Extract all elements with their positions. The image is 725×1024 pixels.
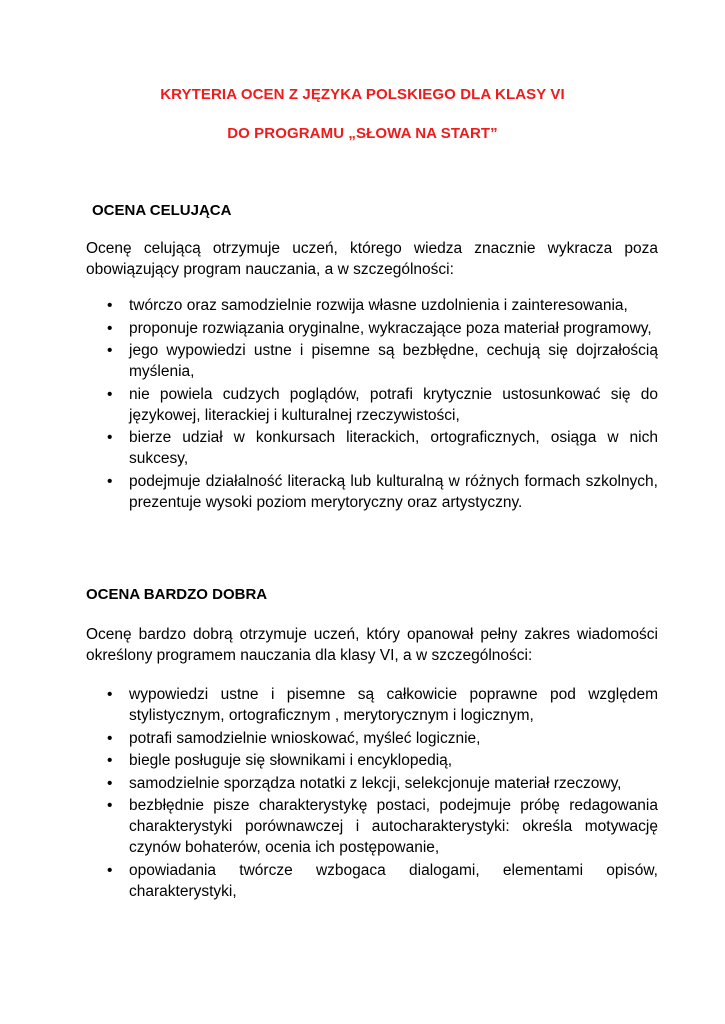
bullet-icon: • (107, 861, 113, 879)
list-item (86, 340, 658, 382)
list-item (86, 471, 658, 513)
bullet-icon: • (107, 797, 113, 814)
list-item (86, 684, 658, 726)
list-item-text: bierze udział w konkursach literackich, ortograficznych, osiąga w nich sukcesy, (129, 429, 658, 467)
list-item (86, 384, 658, 426)
section-intro-bardzo-dobra: Ocenę bardzo dobrą otrzymuje uczeń, który opanował pełny zakres wiadomości określony programem nauczania dla klasy VI, a w szczególności: (86, 626, 658, 664)
bullet-icon: • (107, 472, 113, 490)
list-item (86, 860, 658, 902)
list-item-text: jego wypowiedzi ustne i pisemne są bezbłędne, cechują się dojrzałością myślenia, (129, 342, 658, 380)
bullet-icon: • (107, 319, 113, 337)
list-item-text: twórczo oraz samodzielnie rozwija własne uzdolnienia i zainteresowania, (129, 297, 628, 314)
document-title-line-1: KRYTERIA OCEN Z JĘZYKA POLSKIEGO DLA KLASY VI (160, 86, 565, 103)
list-item-text: opowiadania twórcze wzbogaca dialogami, elementami opisów, charakterystyki, (129, 861, 658, 900)
list-item-text: nie powiela cudzych poglądów, potrafi krytycznie ustosunkować się do językowej, literackiej i kulturalnej rzeczywistości, (129, 385, 658, 424)
list-item (86, 427, 658, 469)
bullet-icon: • (107, 729, 113, 747)
list-item (86, 750, 658, 771)
list-item-text: biegle posługuje się słownikami i encyklopedią, (129, 752, 453, 769)
bullet-icon: • (107, 342, 113, 359)
list-item-text: bezbłędnie pisze charakterystykę postaci, podejmuje próbę redagowania charakterystyki porównawczej i autocharakterystyki: określa motywację czynów bohaterów, ocenia ich postępowanie, (129, 797, 658, 856)
document-title-line-2: DO PROGRAMU „SŁOWA NA START” (227, 125, 498, 142)
list-item-text: proponuje rozwiązania oryginalne, wykraczające poza materiał programowy, (129, 319, 652, 337)
list-item-text: podejmuje działalność literacką lub kulturalną w różnych formach szkolnych, prezentuje wysoki poziom merytoryczny oraz artystyczny. (129, 472, 658, 511)
section-heading-bardzo-dobra: OCENA BARDZO DOBRA (86, 586, 268, 603)
section-intro-celujaca: Ocenę celującą otrzymuje uczeń, którego wiedza znacznie wykracza poza obowiązujący program nauczania, a w szczególności: (86, 240, 658, 278)
bullet-icon: • (107, 429, 113, 446)
bullet-icon: • (107, 752, 113, 769)
list-item (86, 295, 658, 316)
list-item-text: potrafi samodzielnie wnioskować, myśleć logicznie, (129, 729, 481, 747)
list-item (86, 728, 658, 749)
bullet-icon: • (107, 686, 113, 703)
list-item (86, 318, 658, 339)
list-item (86, 795, 658, 858)
criteria-list-bardzo-dobra (86, 684, 658, 903)
bullet-icon: • (107, 774, 113, 792)
bullet-icon: • (107, 297, 113, 314)
list-item-text: wypowiedzi ustne i pisemne są całkowicie poprawne pod względem stylistycznym, ortograficznym , merytorycznym i logicznym, (129, 686, 658, 724)
list-item (86, 773, 658, 794)
bullet-icon: • (107, 385, 113, 403)
list-item-text: samodzielnie sporządza notatki z lekcji, selekcjonuje materiał rzeczowy, (129, 774, 622, 792)
criteria-list-celujaca (86, 295, 658, 514)
section-heading-celujaca: OCENA CELUJĄCA (92, 202, 232, 219)
